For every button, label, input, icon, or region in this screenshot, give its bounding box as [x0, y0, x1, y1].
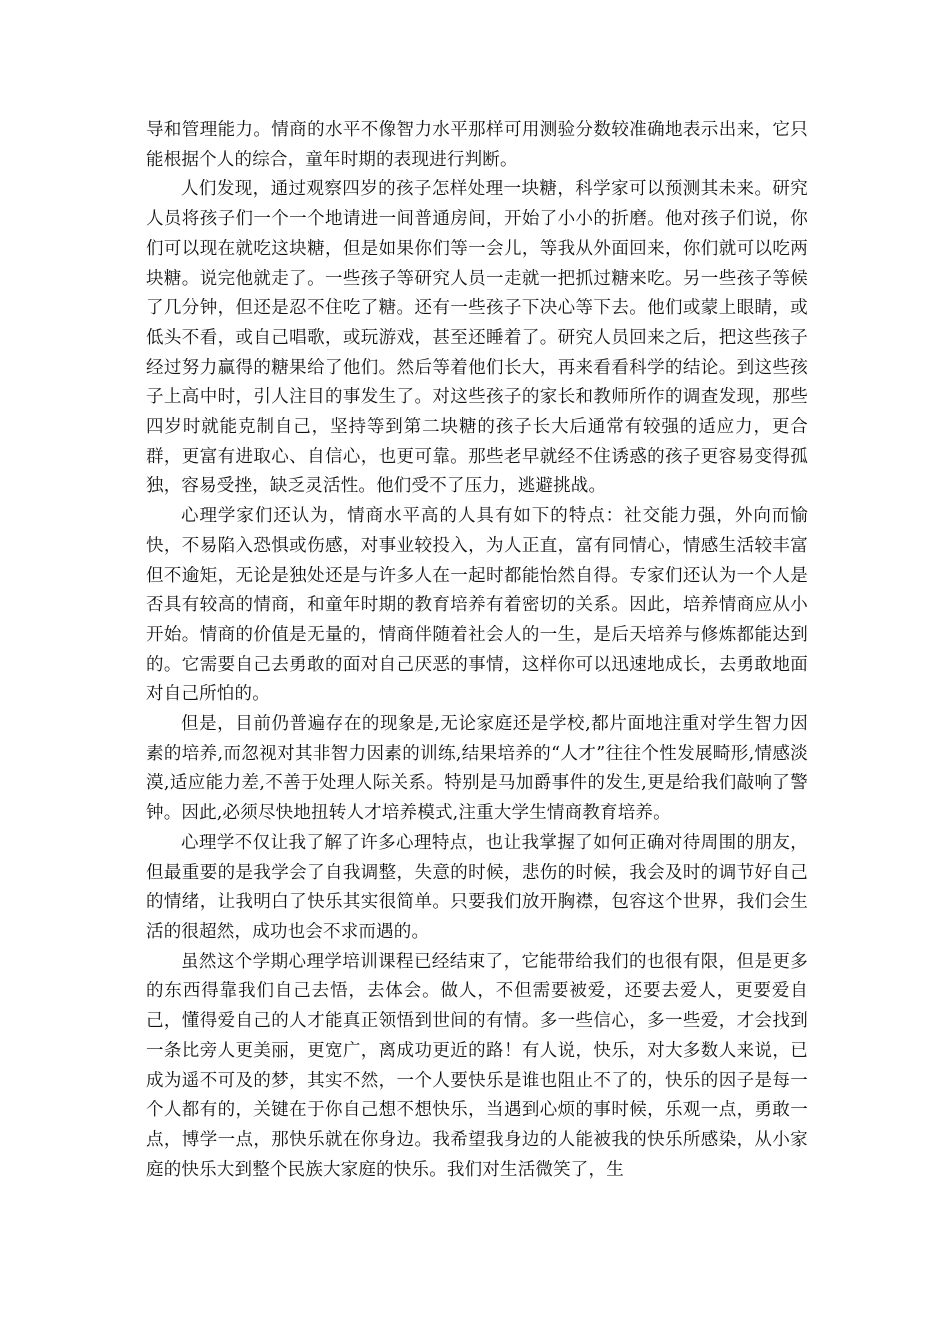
- paragraph-1: 导和管理能力。情商的水平不像智力水平那样可用测验分数较准确地表示出来，它只能根据个人的综合，童年时期的表现进行判断。: [146, 120, 808, 170]
- paragraph-2: 人们发现，通过观察四岁的孩子怎样处理一块糖，科学家可以预测其未来。研究人员将孩子们一个一个地请进一间普通房间，开始了小小的折磨。他对孩子们说，你们可以现在就吃这块糖，但是如果你们等一会儿，等我从外面回来，你们就可以吃两块糖。说完他就走了。一些孩子等研究人员一走就一把抓过糖来吃。另一些孩子等候了几分钟，但还是忍不住吃了糖。还有一些孩子下决心等下去。他们或蒙上眼睛，或低头不看，或自己唱歌，或玩游戏，甚至还睡着了。研究人员回来之后，把这些孩子经过努力赢得的糖果给了他们。然后等着他们长大，再来看看科学的结论。到这些孩子上高中时，引人注目的事发生了。对这些孩子的家长和教师所作的调查发现，那些四岁时就能克制自己，坚持等到第二块糖的孩子长大后通常有较强的适应力，更合群，更富有进取心、自信心，也更可靠。那些老早就经不住诱惑的孩子更容易变得孤独，容易受挫，缺乏灵活性。他们受不了压力，逃避挑战。: [146, 179, 808, 497]
- paragraph-3: 心理学家们还认为，情商水平高的人具有如下的特点：社交能力强，外向而愉快，不易陷入恐惧或伤感，对事业较投入，为人正直，富有同情心，情感生活较丰富但不逾矩，无论是独处还是与许多人在一起时都能怡然自得。专家们还认为一个人是否具有较高的情商，和童年时期的教育培养有着密切的关系。因此，培养情商应从小开始。情商的价值是无量的，情商伴随着社会人的一生，是后天培养与修炼都能达到的。它需要自己去勇敢的面对自己厌恶的事情，这样你可以迅速地成长，去勇敢地面对自己所怕的。: [146, 506, 808, 705]
- paragraph-6: 虽然这个学期心理学培训课程已经结束了，它能带给我们的也很有限，但是更多的东西得靠我们自己去悟，去体会。做人，不但需要被爱，还要去爱人，更要爱自己，懂得爱自己的人才能真正领悟到世间的有情。多一些信心，多一些爱，才会找到一条比旁人更美丽，更宽广，离成功更近的路！有人说，快乐，对大多数人来说，已成为遥不可及的梦，其实不然，一个人要快乐是谁也阻止不了的，快乐的因子是每一个人都有的，关键在于你自己想不想快乐，当遇到心烦的事时候，乐观一点，勇敢一点，博学一点，那快乐就在你身边。我希望我身边的人能被我的快乐所感染，从小家庭的快乐大到整个民族大家庭的快乐。我们对生活微笑了，生: [146, 951, 808, 1180]
- paragraph-4: 但是，目前仍普遍存在的现象是,无论家庭还是学校,都片面地注重对学生智力因素的培养,而忽视对其非智力因素的训练,结果培养的“人才”往往个性发展畸形,情感淡漠,适应能力差,不善于处理人际关系。特别是马加爵事件的发生,更是给我们敲响了警钟。因此,必须尽快地扭转人才培养模式,注重大学生情商教育培养。: [146, 714, 808, 824]
- document-body: [146, 116, 808, 1185]
- paragraph-5: 心理学不仅让我了解了许多心理特点，也让我掌握了如何正确对待周围的朋友，但最重要的是我学会了自我调整，失意的时候，悲伤的时候，我会及时的调节好自己的情绪，让我明白了快乐其实很简单。只要我们放开胸襟，包容这个世界，我们会生活的很超然，成功也会不求而遇的。: [146, 832, 808, 942]
